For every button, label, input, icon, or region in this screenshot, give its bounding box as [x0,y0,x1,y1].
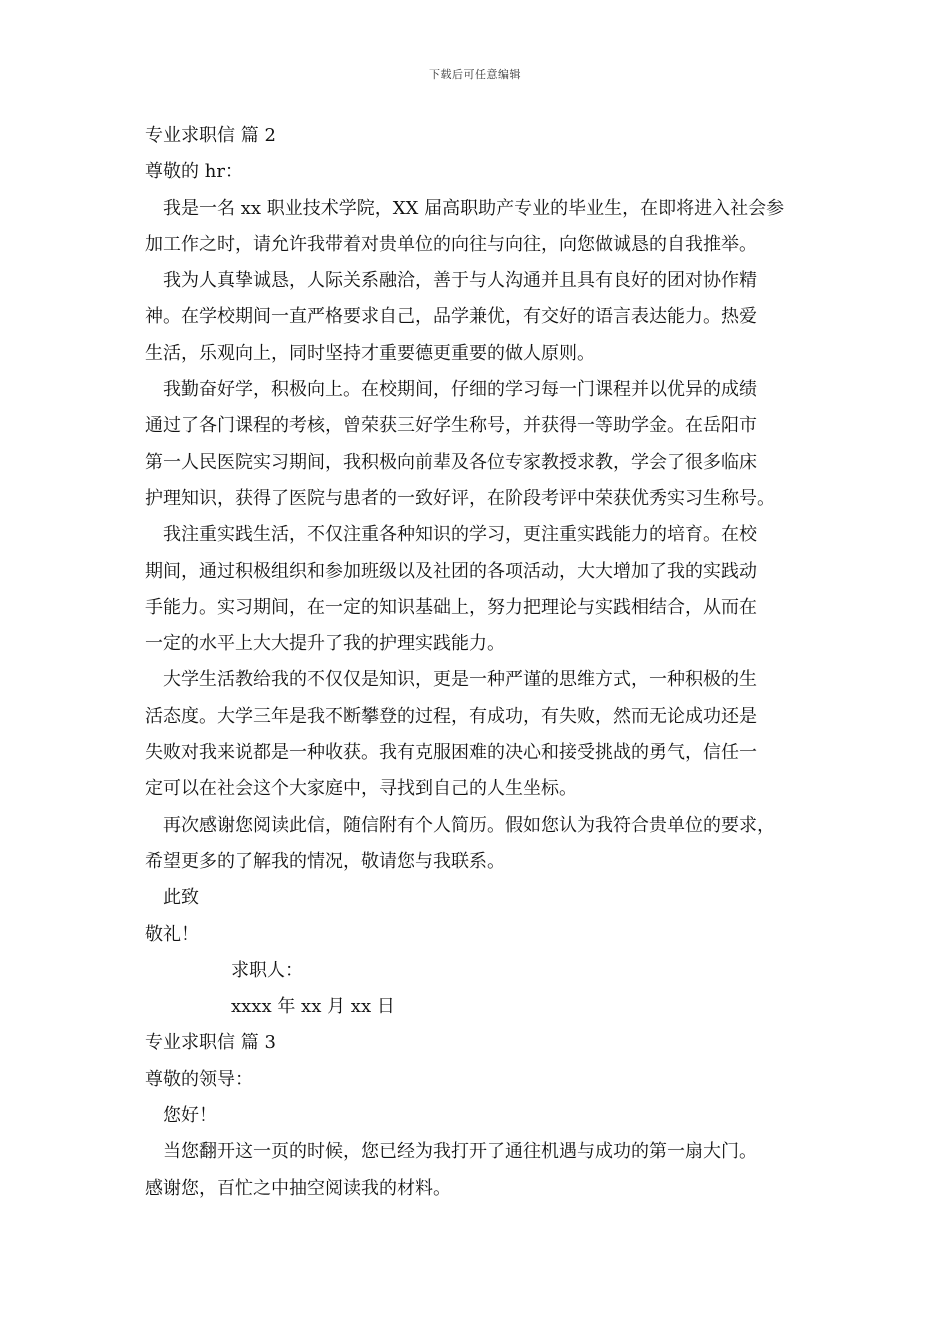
paragraph-line: 第一人民医院实习期间，我积极向前辈及各位专家教授求教，学会了很多临床 [145,451,757,473]
paragraph-line: 我为人真挚诚恳，人际关系融洽，善于与人沟通并且具有良好的团对协作精 [163,270,757,292]
paragraph-line: 一定的水平上大大提升了我的护理实践能力。 [145,633,505,655]
salutation-leader: 尊敬的领导： [145,1068,253,1090]
paragraph-line: 护理知识，获得了医院与患者的一致好评，在阶段考评中荣获优秀实习生称号。 [145,487,775,509]
paragraph-line: 手能力。实习期间，在一定的知识基础上，努力把理论与实践相结合，从而在 [145,596,757,618]
paragraph-line: 加工作之时，请允许我带着对贵单位的向往与向往，向您做诚恳的自我推举。 [145,233,757,255]
paragraph-line: 感谢您，百忙之中抽空阅读我的材料。 [145,1177,451,1199]
paragraph-line: 大学生活教给我的不仅仅是知识，更是一种严谨的思维方式，一种积极的生 [163,669,757,691]
paragraph-line: 生活，乐观向上，同时坚持才重要德更重要的做人原则。 [145,342,595,364]
salutation-hr: 尊敬的 hr： [145,161,243,183]
paragraph-line: 希望更多的了解我的情况，敬请您与我联系。 [145,850,505,872]
closing-line: 此致 [163,887,199,909]
paragraph-line: 期间，通过积极组织和参加班级以及社团的各项活动，大大增加了我的实践动 [145,560,757,582]
signature-label: 求职人： [231,959,303,981]
paragraph-line: 失败对我来说都是一种收获。我有克服困难的决心和接受挑战的勇气，信任一 [145,742,757,764]
paragraph-line: 我注重实践生活，不仅注重各种知识的学习，更注重实践能力的培育。在校 [163,524,757,546]
paragraph-line: 通过了各门课程的考核，曾荣获三好学生称号，并获得一等助学金。在岳阳市 [145,415,757,437]
paragraph-line: 活态度。大学三年是我不断攀登的过程，有成功，有失败，然而无论成功还是 [145,705,757,727]
section-title-3: 专业求职信 篇 3 [145,1032,276,1054]
signature-date: xxxx 年 xx 月 xx 日 [231,996,395,1018]
paragraph-line: 神。在学校期间一直严格要求自己，品学兼优，有交好的语言表达能力。热爱 [145,306,757,328]
header-note: 下载后可任意编辑 [429,68,521,81]
paragraph-line: 我是一名 xx 职业技术学院，XX 届高职助产专业的毕业生，在即将进入社会参 [163,197,785,219]
paragraph-line: 我勤奋好学，积极向上。在校期间，仔细的学习每一门课程并以优异的成绩 [163,379,757,401]
greeting-line: 您好！ [163,1105,217,1127]
section-title-2: 专业求职信 篇 2 [145,125,276,146]
paragraph-line: 定可以在社会这个大家庭中，寻找到自己的人生坐标。 [145,778,577,800]
paragraph-line: 再次感谢您阅读此信，随信附有个人简历。假如您认为我符合贵单位的要求， [163,814,775,836]
document-body [145,118,811,1207]
paragraph-line: 当您翻开这一页的时候，您已经为我打开了通往机遇与成功的第一扇大门。 [163,1141,757,1163]
closing-line: 敬礼！ [145,923,199,945]
